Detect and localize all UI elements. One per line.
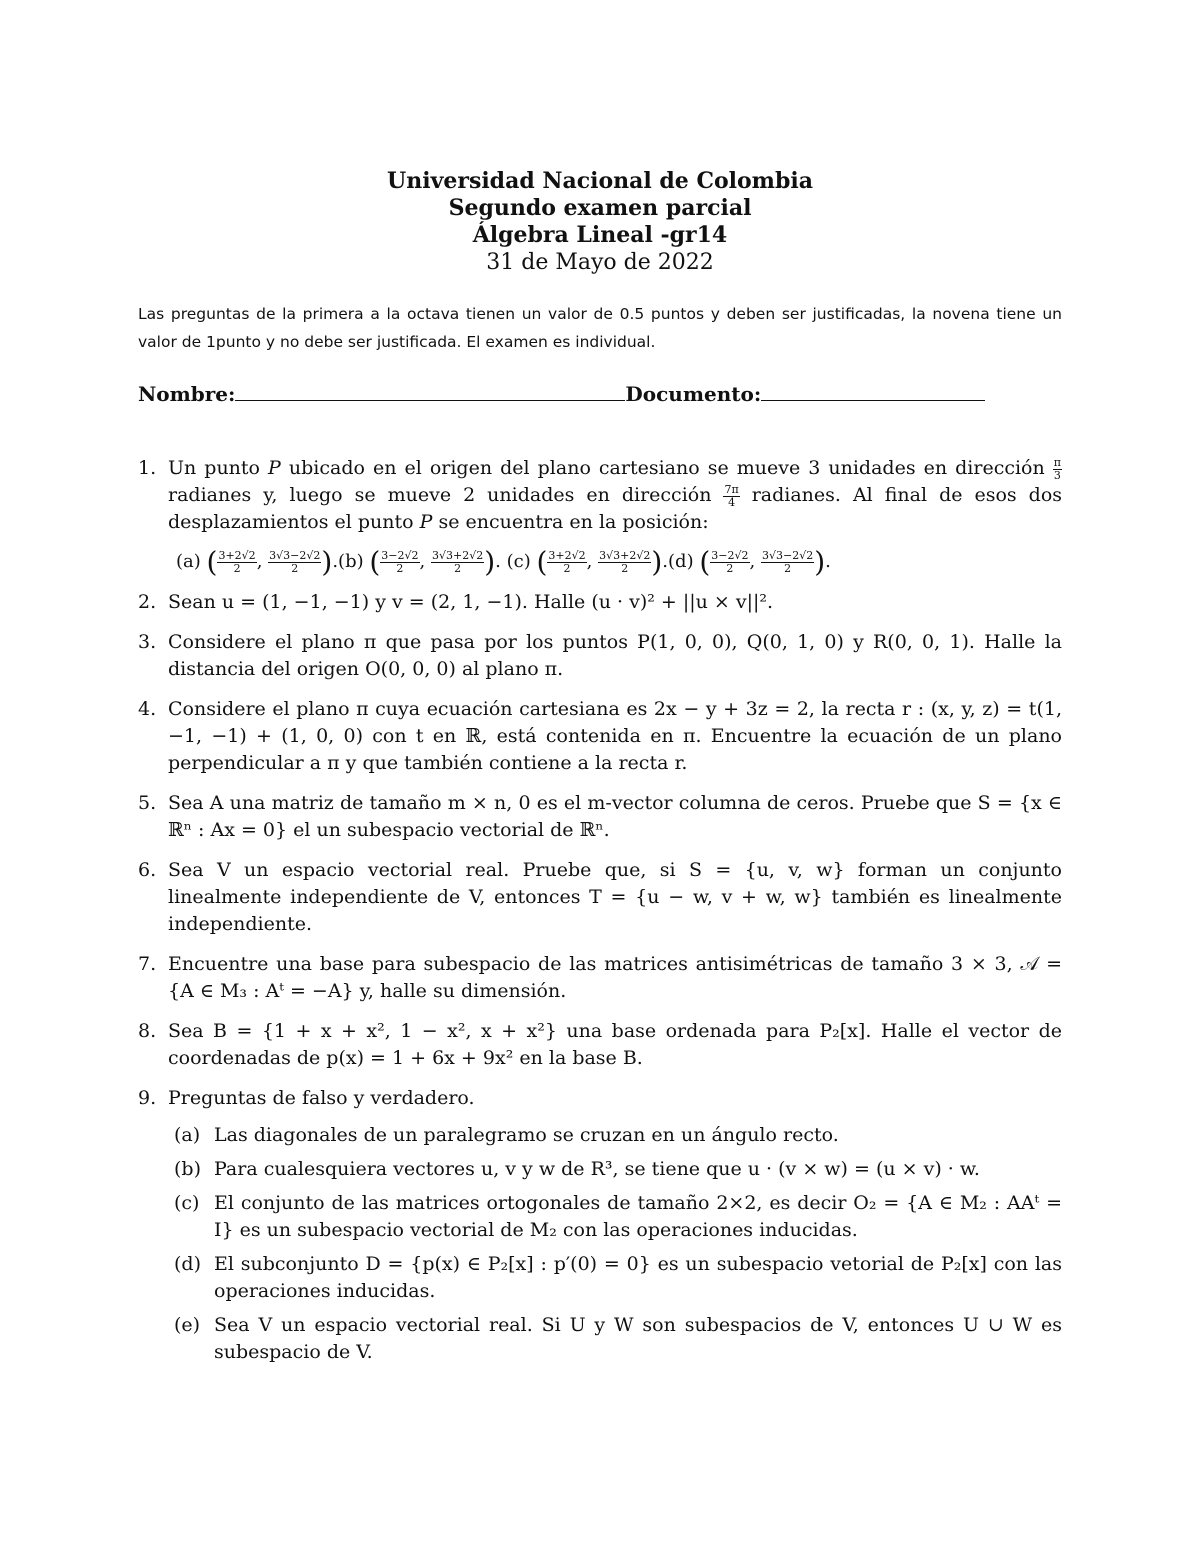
question-9 — [138, 1085, 1062, 1366]
tf-item-c — [168, 1190, 1062, 1244]
question-3 — [138, 629, 1062, 683]
question-text: Sea A una matriz de tamaño m × n, 0 es el m-vector columna de ceros. Pruebe que S = {x ∈ ℝⁿ : Ax = 0} el un subespacio vectorial de ℝⁿ. — [168, 791, 1062, 841]
question-8 — [138, 1018, 1062, 1072]
option-a-x: $\frac{3+2√2}{2}$ — [218, 548, 256, 575]
question-number: 8. — [138, 1019, 157, 1042]
question-number: 9. — [138, 1086, 157, 1109]
item-label: (b) — [174, 1157, 201, 1180]
fraction-7pi-4: $\frac{7\pi}{4}$ — [724, 482, 739, 509]
student-fields — [138, 380, 1062, 406]
option-d-x: $\frac{3-2√2}{2}$ — [711, 548, 749, 575]
item-text: El conjunto de las matrices ortogonales de tamaño 2×2, es decir O₂ = {A ∈ M₂ : AAᵗ = I} es un subespacio vectorial de M₂ con las operaciones inducidas. — [214, 1191, 1062, 1241]
tf-item-b — [168, 1156, 1062, 1183]
questions — [138, 455, 1062, 1379]
question-5 — [138, 790, 1062, 844]
course-title: Álgebra Lineal -gr14 — [472, 222, 728, 248]
tf-item-e — [168, 1312, 1062, 1366]
option-c-x: $\frac{3+2√2}{2}$ — [548, 548, 586, 575]
question-number: 7. — [138, 952, 157, 975]
question-text: radianes y, luego se mueve 2 unidades en dirección — [168, 484, 724, 506]
item-text: Las diagonales de un paralegramo se cruzan en un ángulo recto. — [214, 1123, 839, 1146]
question-number: 4. — [138, 697, 157, 720]
point-symbol: P — [268, 457, 281, 479]
question-number: 5. — [138, 791, 157, 814]
question-number: 6. — [138, 858, 157, 881]
option-b-x: $\frac{3-2√2}{2}$ — [381, 548, 419, 575]
item-text: Para cualesquiera vectores u, v y w de R³, se tiene que u · (v × w) = (u × v) · w. — [214, 1157, 980, 1180]
question-6 — [138, 857, 1062, 938]
option-d-y: $\frac{3√3-2√2}{2}$ — [761, 548, 814, 575]
item-text: El subconjunto D = {p(x) ∈ P₂[x] : p′(0) = 0} es un subespacio vetorial de P₂[x] con las operaciones inducidas. — [214, 1252, 1062, 1302]
question-text: Un punto — [168, 457, 269, 479]
option-a-label: (a) — [176, 551, 201, 572]
question-text: radianes. Al final de esos dos desplazamientos el punto — [168, 484, 1063, 533]
question-number: 3. — [138, 630, 157, 653]
exam-title: Segundo examen parcial — [448, 195, 752, 221]
document-field[interactable] — [761, 380, 985, 401]
question-text: Considere el plano π cuya ecuación cartesiana es 2x − y + 3z = 2, la recta r : (x, y, z) = t(1, −1, −1) + (1, 0, 0) con t en ℝ, está contenida en π. Encuentre la ecuación de un plano perpendicular a π y que también contiene a la recta r. — [168, 697, 1062, 774]
item-label: (a) — [174, 1123, 201, 1146]
header — [0, 168, 1200, 276]
question-text: Sea B = {1 + x + x², 1 − x², x + x²} una base ordenada para P₂[x]. Halle el vector de coordenadas de p(x) = 1 + 6x + 9x² en la base B. — [168, 1019, 1062, 1069]
instructions: Las preguntas de la primera a la octava tienen un valor de 0.5 puntos y deben ser justificadas, la novena tiene un valor de 1punto y no debe ser justificada. El examen es individual. — [138, 305, 1062, 351]
document-label: Documento: — [625, 382, 762, 406]
question-text: Sean u = (1, −1, −1) y v = (2, 1, −1). Halle (u · v)² + ||u × v||². — [168, 590, 774, 613]
name-label: Nombre: — [138, 382, 236, 406]
option-c-y: $\frac{3√3+2√2}{2}$ — [599, 548, 651, 575]
true-false-items — [168, 1122, 1062, 1366]
tf-item-d — [168, 1251, 1062, 1305]
question-number: 2. — [138, 590, 157, 613]
answer-options: (a) ( $\frac{3+2√2}{2}$ , $\frac{3√3-2√2}{2}$ ).(b) ( $\frac{3-2√2}{2}$ , $\frac{3√3+2√2}{2}$ ). (c) ( $\frac{3+2√2}{2}$ , $\frac{3√3+2√2}{2}$ ).(d) ( $\frac{3-2√2}{2}$ , $\frac{3√3-2√2}{2}$ ). — [176, 545, 831, 579]
question-text: Encuentre una base para subespacio de las matrices antisimétricas de tamaño 3 × 3, 𝒜 = {A ∈ M₃ : Aᵗ = −A} y, halle su dimensión. — [168, 952, 1062, 1002]
question-text: ubicado en el origen del plano cartesiano se mueve 3 unidades en dirección — [280, 457, 1053, 479]
item-label: (c) — [174, 1191, 200, 1214]
option-d-label: .(d) — [662, 551, 694, 572]
option-b-y: $\frac{3√3+2√2}{2}$ — [432, 548, 484, 575]
university-title: Universidad Nacional de Colombia — [387, 168, 813, 194]
item-label: (e) — [174, 1313, 201, 1336]
question-text: Sea V un espacio vectorial real. Pruebe que, si S = {u, v, w} forman un conjunto linealmente independiente de V, entonces T = {u − w, v + w, w} también es linealmente independiente. — [168, 858, 1062, 935]
point-symbol: P — [419, 511, 433, 533]
question-text: se encuentra en la posición: — [432, 511, 709, 533]
question-2 — [138, 589, 1062, 616]
question-4 — [138, 696, 1062, 777]
tf-item-a — [168, 1122, 1062, 1149]
question-text: Considere el plano π que pasa por los puntos P(1, 0, 0), Q(0, 1, 0) y R(0, 0, 1). Halle la distancia del origen O(0, 0, 0) al plano π. — [168, 630, 1062, 680]
option-a-y: $\frac{3√3-2√2}{2}$ — [269, 548, 321, 575]
question-7 — [138, 951, 1062, 1005]
question-number: 1. — [138, 457, 157, 479]
option-b-label: .(b) — [332, 551, 364, 572]
option-c-label: . (c) — [495, 551, 531, 572]
question-1 — [138, 455, 1063, 579]
item-label: (d) — [174, 1252, 201, 1275]
name-field[interactable] — [235, 380, 625, 401]
fraction-pi-3: $\frac{\pi}{3}$ — [1053, 455, 1062, 482]
question-text: Preguntas de falso y verdadero. — [168, 1086, 475, 1109]
exam-date: 31 de Mayo de 2022 — [486, 250, 714, 275]
item-text: Sea V un espacio vectorial real. Si U y W son subespacios de V, entonces U ∪ W es subespacio de V. — [214, 1313, 1062, 1363]
